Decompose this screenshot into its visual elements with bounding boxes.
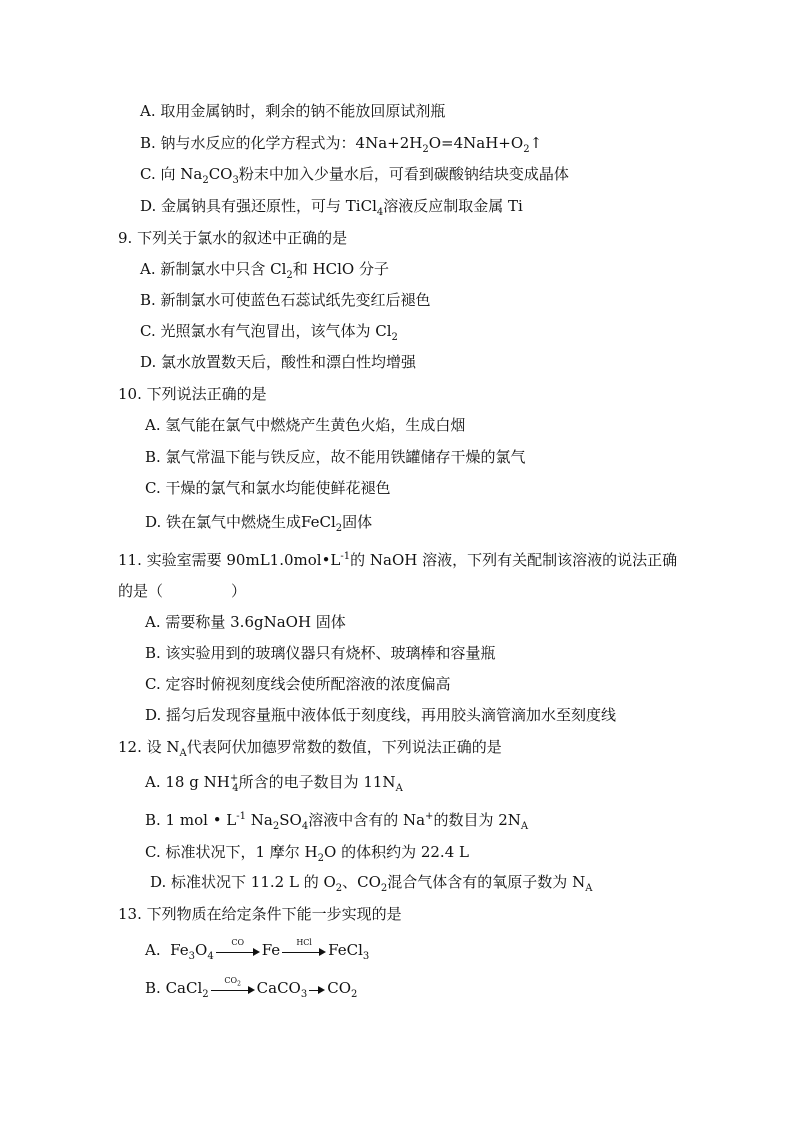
- q9-stem: 9. 下列关于氯水的叙述中正确的是: [118, 229, 348, 247]
- q9-option-c: C. 光照氯水有气泡冒出，该气体为 $Cl_2$: [140, 322, 398, 343]
- q10-option-d: D. 铁在氯气中燃烧生成FeCl$_2$固体: [145, 513, 373, 534]
- q12-option-a: A. 18 g $NH^+_4$所含的电子数目为 $11N_A$: [145, 773, 403, 794]
- q10-option-b: B. 氯气常温下能与铁反应，故不能用铁罐储存干燥的氯气: [145, 448, 526, 466]
- q11-option-d: D. 摇匀后发现容量瓶中液体低于刻度线，再用胶头滴管滴加水至刻度线: [145, 706, 617, 724]
- q11-option-b: B. 该实验用到的玻璃仪器只有烧杯、玻璃棒和容量瓶: [145, 644, 496, 662]
- up-arrow-icon: ↑: [529, 134, 543, 152]
- q8-option-a: A. 取用金属钠时，剩余的钠不能放回原试剂瓶: [140, 102, 446, 120]
- q8-option-d: D. 金属钠具有强还原性，可与 TiCl$_4$溶液反应制取金属 Ti: [140, 197, 523, 218]
- q10-option-a: A. 氢气能在氯气中燃烧产生黄色火焰，生成白烟: [145, 416, 466, 434]
- reaction-arrow: CO: [216, 945, 260, 957]
- q12-option-b: B. 1 mol • $L^{-1}$ $Na_2SO_4$溶液中含有的 Na+的数目为 $2N_A$: [145, 811, 529, 832]
- q10-stem: 10. 下列说法正确的是: [118, 385, 267, 403]
- q11-option-c: C. 定容时俯视刻度线会使所配溶液的浓度偏高: [145, 675, 451, 693]
- q10-option-c: C. 干燥的氯气和氯水均能使鲜花褪色: [145, 479, 391, 497]
- q9-option-a: A. 新制氯水中只含 $Cl_2$和 HClO 分子: [140, 260, 389, 281]
- q8-option-c: C. 向 $Na_2CO_3$粉末中加入少量水后，可看到碳酸钠结块变成晶体: [140, 165, 569, 186]
- q12-option-d: D. 标准状况下 11.2 L 的 $O_2$、$CO_2$混合气体含有的氧原子数为 $N_A$: [150, 873, 593, 894]
- q11-option-a: A. 需要称量 3.6gNaOH 固体: [145, 613, 346, 631]
- q12-stem: 12. 设 $N_A$代表阿伏加德罗常数的数值，下列说法正确的是: [118, 738, 502, 759]
- reaction-arrow: $CO_2$: [211, 983, 255, 995]
- q9-option-b: B. 新制氯水可使蓝色石蕊试纸先变红后褪色: [140, 291, 431, 309]
- q13-option-b: B. CaCl$_2$ $CO_2$ CaCO$_3$ $CO_2$: [145, 976, 358, 1000]
- reaction-arrow: HCl: [282, 945, 326, 957]
- q9-option-d: D. 氯水放置数天后，酸性和漂白性均增强: [140, 353, 417, 371]
- q13-stem: 13. 下列物质在给定条件下能一步实现的是: [118, 905, 402, 923]
- reaction-arrow: [309, 983, 325, 995]
- q11-stem-line2: 的是（ ）: [118, 582, 247, 600]
- q11-stem: 11. 实验室需要 $90mL1.0mol•L^{-1}$的 NaOH 溶液，下列有关配制该溶液的说法正确: [118, 551, 678, 569]
- q8-option-b: B. 钠与水反应的化学方程式为：$4Na+2H_2O=4NaH+O_2↑$: [140, 134, 543, 155]
- q12-option-c: C. 标准状况下，1 摩尔 $H_2O$ 的体积约为 22.4 L: [145, 843, 469, 864]
- q13-option-a: A. $Fe_3O_4$ CO Fe HCl FeCl$_3$: [145, 938, 370, 962]
